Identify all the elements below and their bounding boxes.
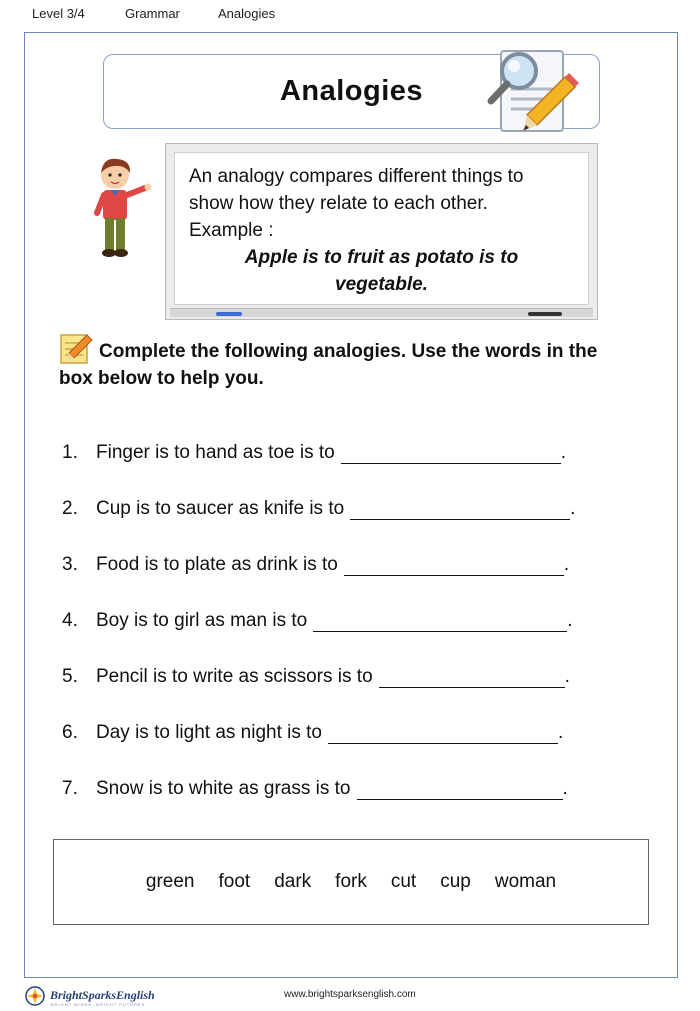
eraser	[528, 312, 562, 316]
question-number: 5.	[62, 666, 78, 687]
question-7: 7. Snow is to white as grass is to .	[62, 778, 568, 799]
word-bank-item: foot	[218, 871, 251, 892]
instructions-line-1: Complete the following analogies. Use the words in the	[99, 341, 598, 362]
level-label: Level 3/4	[32, 6, 85, 21]
footer-url[interactable]: www.brightsparksenglish.com	[284, 989, 416, 1000]
question-number: 6.	[62, 722, 78, 743]
brand-tagline: BRIGHT MINDS, BRIGHT FUTURES	[51, 1002, 146, 1007]
brand-logo	[24, 984, 174, 1010]
question-number: 1.	[62, 442, 78, 463]
word-bank-item: dark	[274, 871, 312, 892]
word-bank	[53, 839, 649, 925]
definition-panel	[174, 152, 589, 305]
question-number: 3.	[62, 554, 78, 575]
question-4: 4. Boy is to girl as man is to .	[62, 610, 573, 631]
question-text: Boy is to girl as man is to	[96, 610, 308, 631]
word-bank-item: woman	[494, 871, 557, 892]
question-number: 7.	[62, 778, 78, 799]
word-bank-item: cup	[440, 871, 471, 892]
answer-blank[interactable]	[357, 779, 563, 800]
example-line-1: Apple is to fruit as potato is to	[244, 247, 519, 268]
spark-logo-icon	[24, 985, 46, 1007]
answer-blank[interactable]	[328, 723, 558, 744]
topic-label: Analogies	[218, 6, 276, 21]
answer-blank[interactable]	[341, 443, 561, 464]
question-text: Cup is to saucer as knife is to	[96, 498, 345, 519]
definition-line-2: show how they relate to each other.	[189, 193, 488, 214]
question-text: Finger is to hand as toe is to	[96, 442, 335, 463]
blue-marker	[216, 312, 242, 316]
question-text: Day is to light as night is to	[96, 722, 322, 743]
example-label: Example :	[189, 220, 274, 241]
notepad-pencil-icon	[59, 331, 93, 365]
example-line-2: vegetable.	[335, 274, 428, 295]
question-number: 2.	[62, 498, 78, 519]
magnifier-document-pencil-icon	[481, 39, 581, 139]
boy-pointing-illustration	[87, 155, 157, 265]
answer-blank[interactable]	[379, 667, 565, 688]
word-bank-item: cut	[390, 871, 417, 892]
whiteboard	[165, 143, 598, 320]
question-text: Pencil is to write as scissors is to	[96, 666, 373, 687]
question-2: 2. Cup is to saucer as knife is to .	[62, 498, 576, 519]
brand-name: BrightSparksEnglish	[50, 988, 155, 1002]
question-number: 4.	[62, 610, 78, 631]
subject-label: Grammar	[125, 6, 180, 21]
page-title: Analogies	[279, 75, 424, 107]
answer-blank[interactable]	[313, 611, 567, 632]
answer-blank[interactable]	[350, 499, 570, 520]
question-text: Snow is to white as grass is to	[96, 778, 351, 799]
question-1: 1. Finger is to hand as toe is to .	[62, 442, 566, 463]
question-text: Food is to plate as drink is to	[96, 554, 338, 575]
instructions-line-2: box below to help you.	[59, 368, 264, 389]
question-3: 3. Food is to plate as drink is to .	[62, 554, 570, 575]
worksheet	[24, 32, 678, 978]
definition-line-1: An analogy compares different things to	[189, 166, 524, 187]
answer-blank[interactable]	[344, 555, 564, 576]
question-6: 6. Day is to light as night is to .	[62, 722, 564, 743]
question-5: 5. Pencil is to write as scissors is to .	[62, 666, 570, 687]
word-bank-item: green	[145, 871, 195, 892]
word-bank-item: fork	[335, 871, 367, 892]
instructions	[59, 331, 659, 392]
